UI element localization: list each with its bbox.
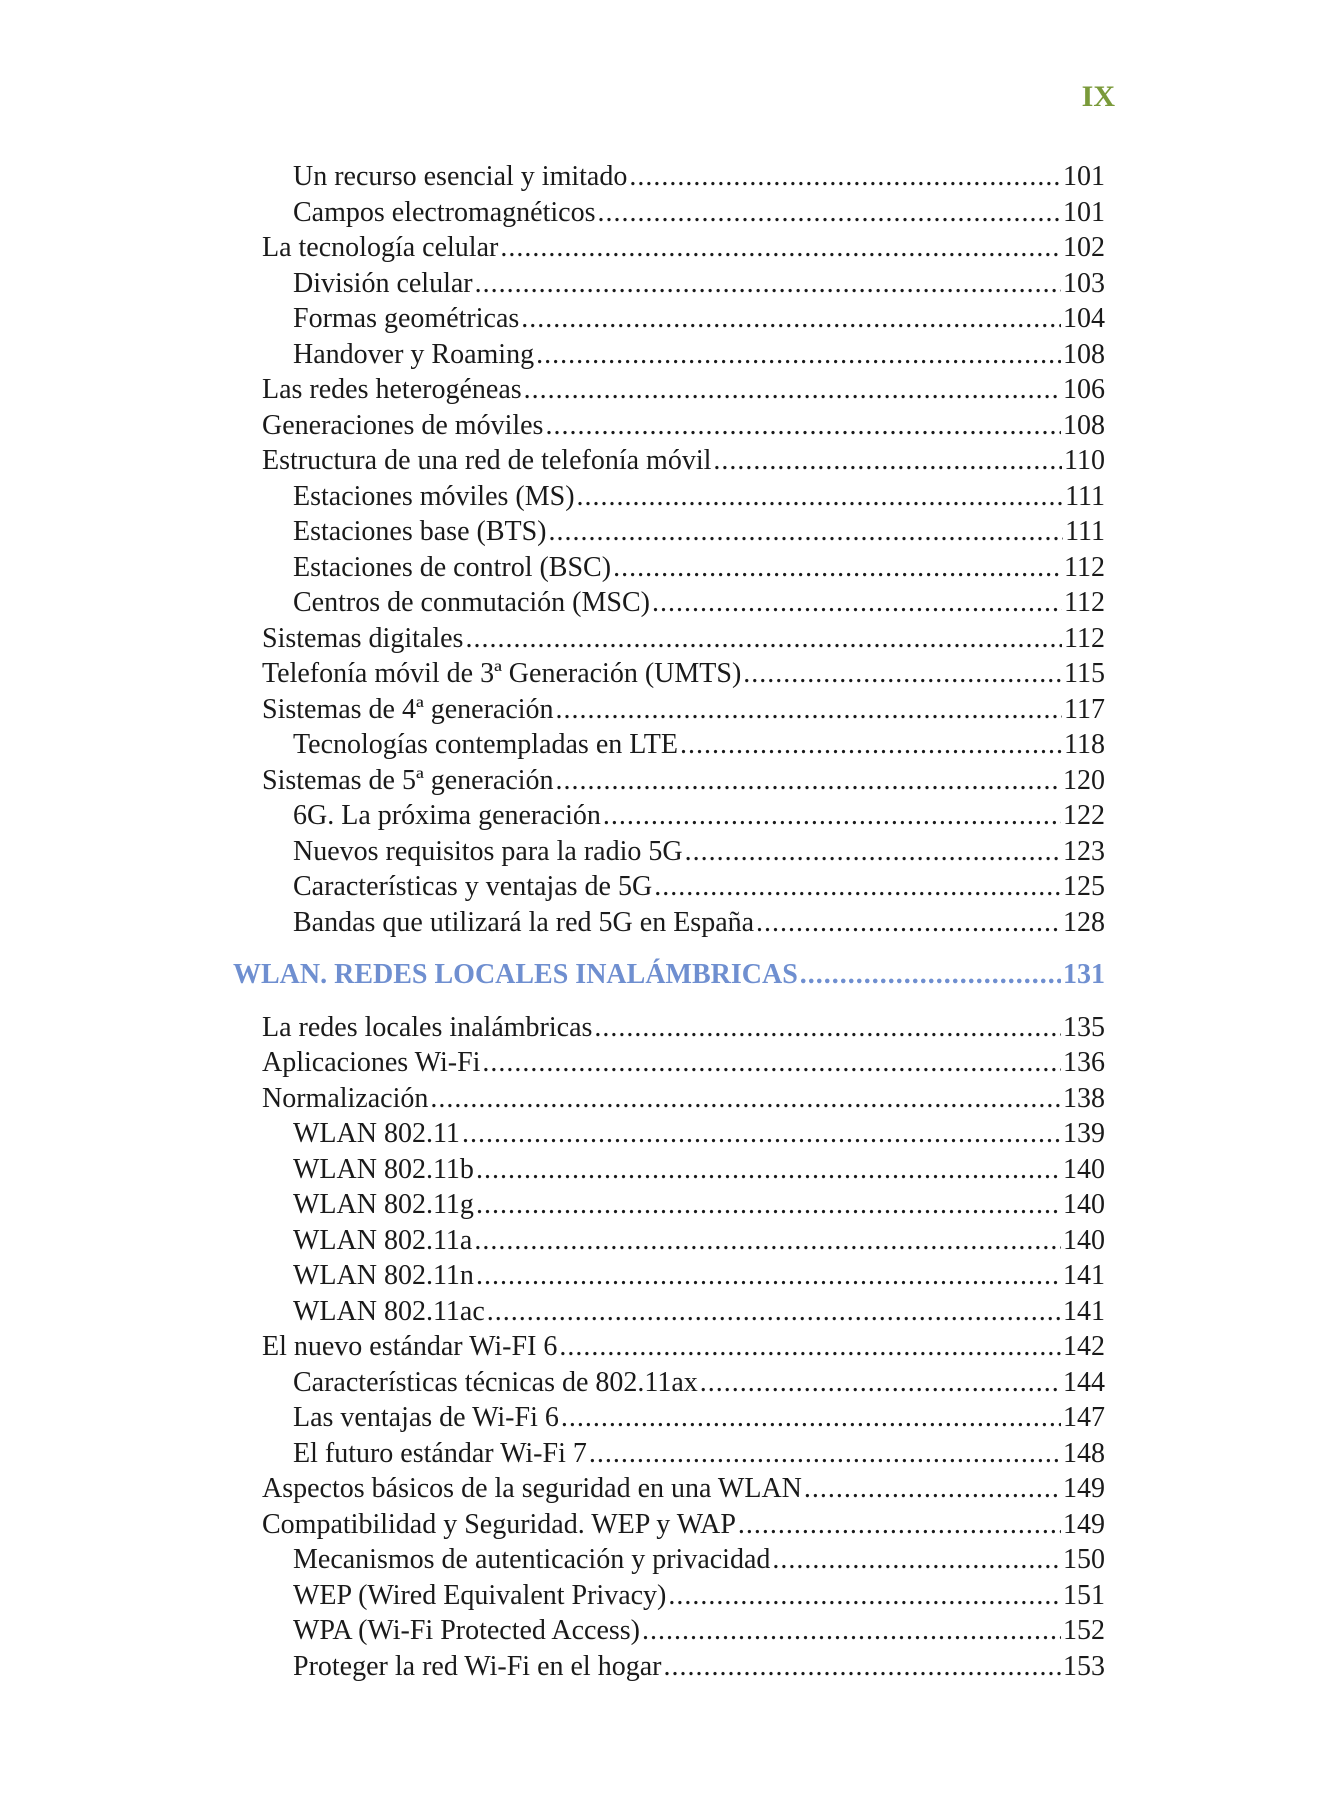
toc-entry-page: 112: [1064, 622, 1105, 654]
dot-leader: [475, 268, 1061, 300]
toc-entry[interactable]: [262, 374, 1105, 410]
toc-entry[interactable]: [262, 197, 1105, 233]
toc-entry-title: Normalización: [262, 1082, 429, 1114]
toc-entry-title: Centros de conmutación (MSC): [293, 587, 650, 618]
toc-entry-page: 140: [1063, 1224, 1105, 1256]
toc-entry-page: 101: [1063, 161, 1105, 192]
toc-entry-page: 101: [1063, 196, 1105, 228]
toc-entry-title: Estructura de una red de telefonía móvil: [262, 445, 712, 476]
dot-leader: [597, 197, 1061, 229]
toc-entry-page: 144: [1063, 1366, 1105, 1398]
toc-entry-page: 150: [1063, 1544, 1105, 1575]
toc-entry[interactable]: [262, 1473, 1105, 1509]
toc-entry-page: 112: [1064, 551, 1105, 583]
dot-leader: [613, 552, 1062, 584]
dot-leader: [536, 339, 1061, 371]
dot-leader: [603, 800, 1061, 832]
toc-entry[interactable]: [262, 552, 1105, 588]
toc-entry-page: 123: [1063, 835, 1105, 867]
toc-entry-page: 149: [1063, 1473, 1105, 1504]
toc-entry-title: El futuro estándar Wi-Fi 7: [293, 1437, 587, 1469]
dot-leader: [549, 516, 1064, 548]
toc-entry[interactable]: [262, 1580, 1105, 1616]
toc-entry-title: Las ventajas de Wi-Fi 6: [293, 1402, 559, 1433]
dot-leader: [462, 1118, 1061, 1150]
dot-leader: [589, 1438, 1061, 1470]
dot-leader: [654, 871, 1061, 903]
toc-entry[interactable]: [262, 1012, 1105, 1048]
toc-entry-title: WLAN 802.11n: [293, 1260, 474, 1291]
toc-entry[interactable]: [262, 1544, 1105, 1580]
toc-entry[interactable]: [262, 1367, 1105, 1403]
toc-entry-page: 103: [1063, 267, 1105, 299]
toc-entry[interactable]: [262, 232, 1105, 268]
dot-leader: [700, 1367, 1061, 1399]
dot-leader: [743, 658, 1062, 690]
toc-entry[interactable]: [262, 1189, 1105, 1225]
toc-entry[interactable]: [262, 161, 1105, 197]
toc-entry-page: 117: [1064, 693, 1105, 725]
toc-entry-title: Aspectos básicos de la seguridad en una WLAN: [262, 1473, 802, 1504]
toc-entry-page: 102: [1063, 232, 1105, 263]
dot-leader: [500, 232, 1061, 264]
toc-entry[interactable]: [262, 303, 1105, 339]
dot-leader: [594, 1012, 1061, 1044]
toc-entry-page: 139: [1063, 1118, 1105, 1149]
toc-entry-page: 108: [1063, 338, 1105, 370]
dot-leader: [680, 729, 1062, 761]
dot-leader: [663, 1651, 1061, 1683]
toc-entry-title: WEP (Wired Equivalent Privacy): [293, 1579, 667, 1611]
page-number: IX: [1081, 80, 1115, 113]
toc-entry-title: 6G. La próxima generación: [293, 800, 601, 831]
toc-entry-page: 128: [1063, 906, 1105, 938]
toc-entry-page: 111: [1065, 516, 1105, 547]
toc-entry-page: 122: [1063, 800, 1105, 831]
toc-entry-title: Generaciones de móviles: [262, 409, 544, 441]
toc-entry[interactable]: [262, 729, 1105, 765]
toc-entry[interactable]: [262, 836, 1105, 872]
toc-entry[interactable]: [262, 907, 1105, 943]
toc-entry-title: Proteger la red Wi-Fi en el hogar: [293, 1650, 662, 1682]
toc-entry-page: 112: [1064, 587, 1105, 618]
toc-entry-page: 140: [1063, 1153, 1105, 1185]
toc-entry-title: Tecnologías contempladas en LTE: [293, 729, 678, 760]
toc-entry[interactable]: [262, 410, 1105, 446]
dot-leader: [465, 623, 1062, 655]
toc-entry-title: Sistemas de 5ª generación: [262, 764, 554, 796]
dot-leader: [577, 481, 1064, 513]
toc-entry-page: 141: [1063, 1260, 1105, 1291]
toc-entry-title: Campos electromagnéticos: [293, 196, 596, 228]
toc-entry-title: Sistemas de 4ª generación: [262, 693, 554, 725]
toc-entry[interactable]: [262, 481, 1105, 517]
dot-leader: [521, 303, 1061, 335]
toc-entry-page: 151: [1063, 1579, 1105, 1611]
toc-entry-title: Un recurso esencial y imitado: [293, 161, 628, 192]
toc-entry[interactable]: [262, 1154, 1105, 1190]
dot-leader: [430, 1083, 1061, 1115]
toc-entry[interactable]: [262, 1615, 1105, 1651]
toc-entry-title: WLAN 802.11b: [293, 1153, 474, 1185]
dot-leader: [556, 694, 1063, 726]
toc-entry-title: Características y ventajas de 5G: [293, 871, 653, 902]
dot-leader: [772, 1544, 1061, 1576]
dot-leader: [685, 836, 1061, 868]
dot-leader: [652, 587, 1062, 619]
toc-entry-title: El nuevo estándar Wi-FI 6: [262, 1331, 558, 1362]
dot-leader: [476, 1260, 1061, 1292]
toc-entry[interactable]: [262, 1402, 1105, 1438]
toc-entry-title: Características técnicas de 802.11ax: [293, 1366, 698, 1398]
toc-entry-title: Bandas que utilizará la red 5G en España: [293, 906, 755, 938]
toc-chapter-entry[interactable]: [233, 959, 1105, 995]
dot-leader: [713, 445, 1062, 477]
toc-entry-page: 142: [1063, 1331, 1105, 1362]
toc-entry-title: Sistemas digitales: [262, 622, 464, 654]
dot-leader: [524, 374, 1061, 406]
toc-entry-title: División celular: [293, 267, 473, 299]
toc-entry-page: 141: [1063, 1295, 1105, 1327]
dot-leader: [545, 410, 1061, 442]
dot-leader: [487, 1296, 1061, 1328]
toc-entry-page: 125: [1063, 871, 1105, 902]
toc-entry-page: 140: [1063, 1189, 1105, 1220]
toc-entry-title: WLAN 802.11: [293, 1118, 460, 1149]
dot-leader: [642, 1615, 1061, 1647]
toc-entry[interactable]: [262, 1118, 1105, 1154]
toc-entry-title: Mecanismos de autenticación y privacidad: [293, 1544, 771, 1575]
toc-entry-title: WLAN 802.11g: [293, 1189, 474, 1220]
toc-entry[interactable]: [262, 339, 1105, 375]
toc-entry[interactable]: [262, 1296, 1105, 1332]
toc-entry-title: Formas geométricas: [293, 303, 520, 334]
toc-entry-title: Estaciones de control (BSC): [293, 551, 612, 583]
toc-entry-page: 108: [1063, 409, 1105, 441]
toc-entry-page: 120: [1063, 764, 1105, 796]
toc-entry[interactable]: [262, 1651, 1105, 1687]
toc-entry[interactable]: [262, 587, 1105, 623]
toc-entry-title: WLAN 802.11a: [293, 1224, 473, 1256]
toc-entry-page: 138: [1063, 1082, 1105, 1114]
toc-entry-page: 104: [1063, 303, 1105, 334]
toc-entry[interactable]: [262, 871, 1105, 907]
toc-entry[interactable]: [262, 1225, 1105, 1261]
dot-leader: [668, 1580, 1061, 1612]
dot-leader: [476, 1154, 1061, 1186]
toc-entry-title: La redes locales inalámbricas: [262, 1011, 593, 1043]
dot-leader: [559, 1331, 1061, 1363]
toc-entry-title: WLAN 802.11ac: [293, 1295, 485, 1327]
toc-entry-title: WLAN. REDES LOCALES INALÁMBRICAS: [233, 959, 798, 990]
toc-entry-page: 110: [1064, 445, 1105, 476]
toc-entry-page: 111: [1065, 480, 1105, 512]
toc-entry[interactable]: [262, 1331, 1105, 1367]
toc-entry[interactable]: [262, 268, 1105, 304]
toc-entry[interactable]: [262, 658, 1105, 694]
toc-entry-page: 135: [1063, 1011, 1105, 1043]
toc-entry-page: 115: [1064, 658, 1105, 689]
toc-entry-title: Nuevos requisitos para la radio 5G: [293, 835, 683, 867]
dot-leader: [556, 765, 1061, 797]
dot-leader: [476, 1189, 1061, 1221]
dot-leader: [738, 1509, 1061, 1541]
toc-entry[interactable]: [262, 623, 1105, 659]
toc-entry[interactable]: [262, 1260, 1105, 1296]
toc-entry-page: 152: [1063, 1615, 1105, 1646]
toc-entry-title: Las redes heterogéneas: [262, 374, 522, 405]
toc-entry-title: Telefonía móvil de 3ª Generación (UMTS): [262, 658, 742, 689]
dot-leader: [561, 1402, 1061, 1434]
toc-entry-page: 106: [1063, 374, 1105, 405]
toc-entry[interactable]: [262, 1083, 1105, 1119]
toc-entry-page: 149: [1063, 1508, 1105, 1540]
toc-entry[interactable]: [262, 516, 1105, 552]
toc-entry-title: WPA (Wi-Fi Protected Access): [293, 1615, 641, 1646]
toc-entry[interactable]: [262, 445, 1105, 481]
dot-leader: [482, 1047, 1061, 1079]
toc-entry-title: Estaciones base (BTS): [293, 516, 547, 547]
toc-entry[interactable]: [262, 1509, 1105, 1545]
toc-entry[interactable]: [262, 1438, 1105, 1474]
toc-entry-page: 131: [1063, 959, 1105, 990]
toc-entry-title: Handover y Roaming: [293, 338, 535, 370]
toc-entry-page: 118: [1064, 729, 1105, 760]
toc-entry-title: Estaciones móviles (MS): [293, 480, 575, 512]
toc-entry[interactable]: [262, 765, 1105, 801]
toc-entry-page: 148: [1063, 1437, 1105, 1469]
table-of-contents: [233, 161, 1105, 1686]
toc-entry-title: La tecnología celular: [262, 232, 499, 263]
dot-leader: [756, 907, 1061, 939]
dot-leader: [474, 1225, 1061, 1257]
toc-entry[interactable]: [262, 1047, 1105, 1083]
toc-entry-title: Aplicaciones Wi-Fi: [262, 1047, 481, 1078]
dot-leader: [629, 161, 1061, 193]
toc-entry-title: Compatibilidad y Seguridad. WEP y WAP: [262, 1508, 736, 1540]
toc-entry[interactable]: [262, 694, 1105, 730]
toc-entry[interactable]: [262, 800, 1105, 836]
toc-entry-page: 136: [1063, 1047, 1105, 1078]
dot-leader: [804, 1473, 1061, 1505]
toc-entry-page: 153: [1063, 1650, 1105, 1682]
dot-leader: [800, 959, 1061, 991]
toc-entry-page: 147: [1063, 1402, 1105, 1433]
